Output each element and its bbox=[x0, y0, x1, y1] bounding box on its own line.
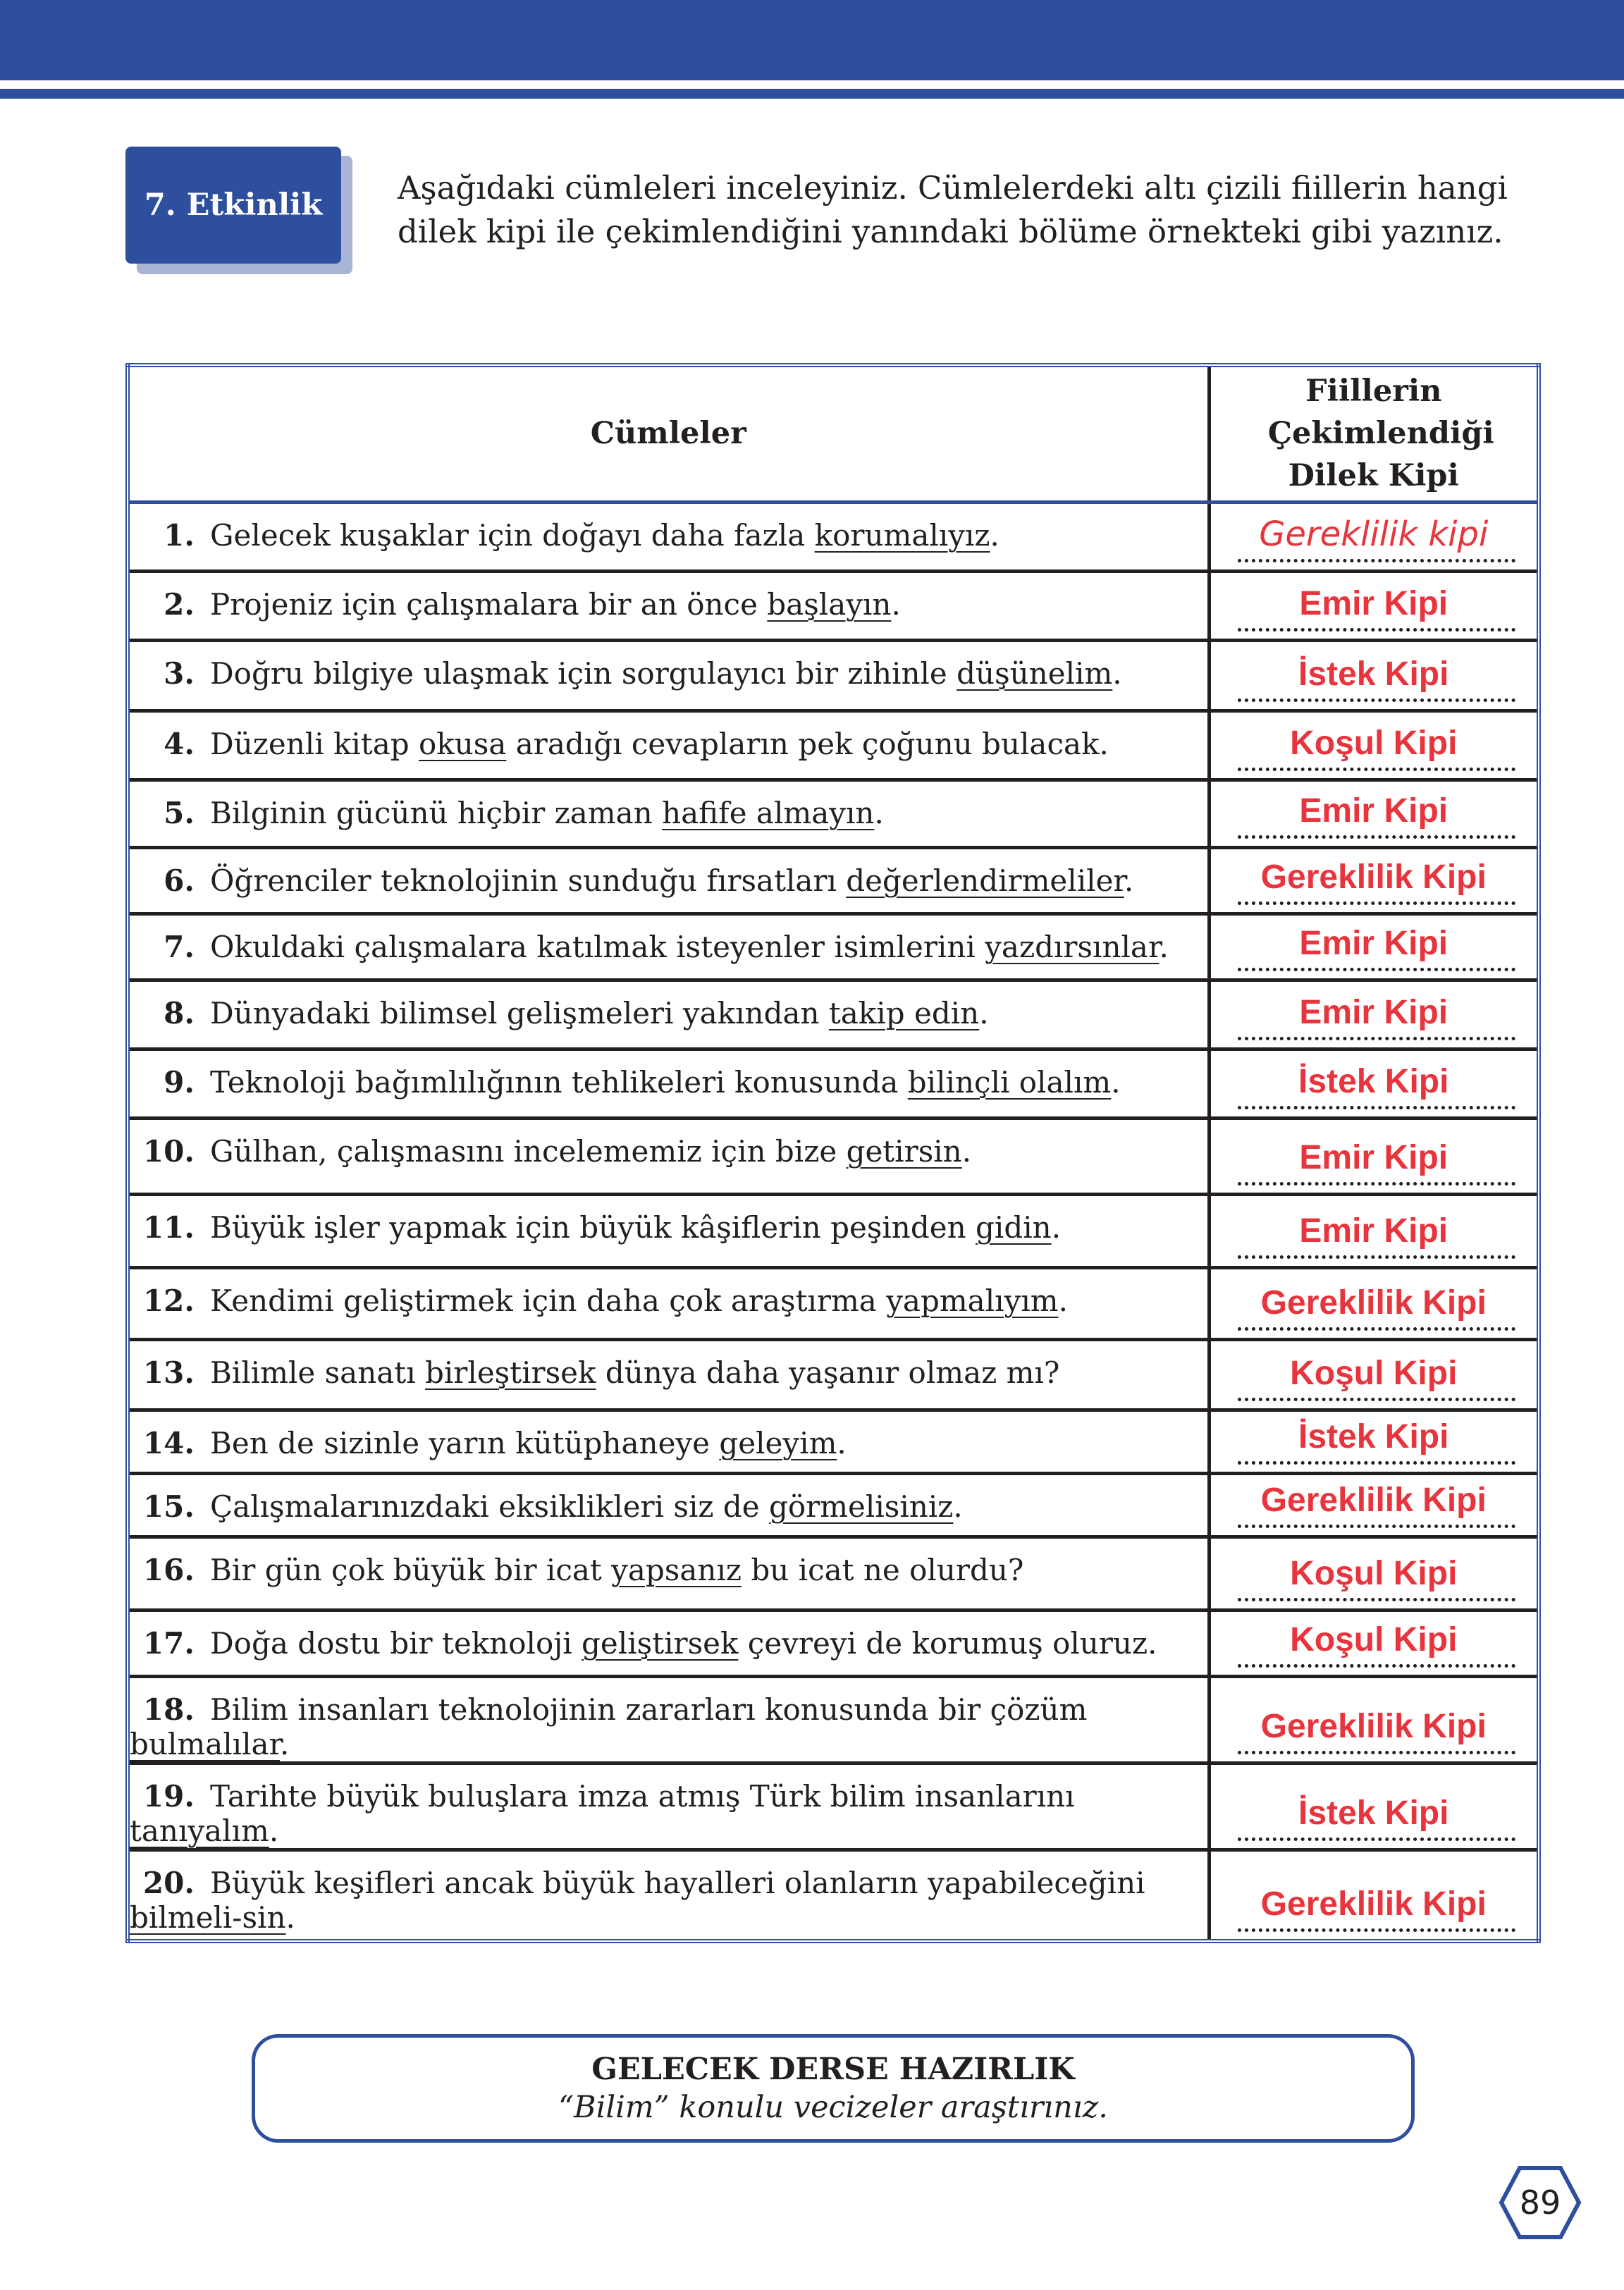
sentence-pre: Çalışmalarınızdaki eksiklikleri siz de bbox=[210, 1489, 769, 1524]
table-row bbox=[128, 1410, 1539, 1473]
row-number: 3. bbox=[164, 655, 195, 691]
dotted-line bbox=[1238, 628, 1516, 632]
sentence-text bbox=[210, 1283, 1068, 1318]
answer-cell bbox=[1209, 1339, 1539, 1410]
row-number: 1. bbox=[164, 517, 195, 553]
table-row bbox=[128, 1763, 1539, 1849]
sentence-text bbox=[210, 727, 1109, 761]
sentence-text bbox=[210, 1210, 1061, 1245]
answer-cell bbox=[1209, 1049, 1539, 1118]
exercise-table bbox=[125, 363, 1541, 1943]
table-row bbox=[128, 1118, 1539, 1194]
sentence-text bbox=[130, 1866, 1145, 1935]
mood-answer: Koşul Kipi bbox=[1290, 1554, 1458, 1592]
answer-cell bbox=[1209, 502, 1539, 571]
sentence-pre: Kendimi geliştirmek için daha çok araştırma bbox=[210, 1283, 887, 1318]
answer-cell bbox=[1209, 1610, 1539, 1676]
answer-cell bbox=[1209, 571, 1539, 640]
sentence-pre: Büyük keşifleri ancak büyük hayalleri olanların yapabileceğini bbox=[210, 1865, 1145, 1900]
answer-cell bbox=[1209, 1194, 1539, 1267]
sentence-pre: Gelecek kuşaklar için doğayı daha fazla bbox=[210, 517, 815, 553]
sentence-cell bbox=[128, 1537, 1209, 1610]
sentence-text bbox=[210, 518, 999, 553]
table-body bbox=[128, 502, 1539, 1941]
sentence-text bbox=[210, 587, 901, 622]
mood-answer: Emir Kipi bbox=[1299, 924, 1448, 962]
underlined-verb: başlayın bbox=[767, 586, 892, 622]
answer-cell bbox=[1209, 780, 1539, 847]
sentence-post: . bbox=[961, 1133, 972, 1169]
sentence-post: . bbox=[1111, 1064, 1121, 1100]
table-row bbox=[128, 847, 1539, 913]
mood-answer: İstek Kipi bbox=[1298, 1417, 1449, 1455]
next-lesson-box bbox=[252, 2034, 1415, 2143]
sentence-cell bbox=[128, 502, 1209, 571]
sentence-cell bbox=[128, 1339, 1209, 1410]
mood-answer: Koşul Kipi bbox=[1290, 1354, 1458, 1392]
mood-answer: Emir Kipi bbox=[1299, 1138, 1448, 1176]
sentence-post: . bbox=[1058, 1283, 1068, 1318]
mood-answer: Gereklilik Kipi bbox=[1260, 858, 1487, 896]
sentence-pre: Büyük işler yapmak için büyük kâşiflerin peşinden bbox=[210, 1209, 976, 1245]
answer-cell bbox=[1209, 913, 1539, 980]
mood-answer: Gereklilik Kipi bbox=[1260, 1885, 1487, 1923]
sentence-pre: Bilginin gücünü hiçbir zaman bbox=[210, 795, 663, 830]
row-number: 6. bbox=[164, 863, 195, 898]
table-row bbox=[128, 571, 1539, 640]
sentence-cell bbox=[128, 1049, 1209, 1118]
row-number: 14. bbox=[142, 1425, 195, 1460]
sentence-pre: Teknoloji bağımlılığının tehlikeleri konusunda bbox=[210, 1064, 908, 1100]
table-row bbox=[128, 1473, 1539, 1537]
sentence-pre: Doğa dostu bir teknoloji bbox=[210, 1625, 582, 1661]
sentence-cell bbox=[128, 980, 1209, 1049]
dotted-line bbox=[1238, 1751, 1516, 1754]
table-row bbox=[128, 710, 1539, 780]
row-number: 8. bbox=[164, 995, 195, 1030]
sentence-cell bbox=[128, 1676, 1209, 1763]
mood-answer: Gereklilik Kipi bbox=[1260, 1707, 1487, 1745]
sentence-post: . bbox=[269, 1813, 279, 1848]
dotted-line bbox=[1238, 968, 1516, 971]
underlined-verb: yapsanız bbox=[611, 1552, 742, 1587]
underlined-verb: düşünelim bbox=[956, 655, 1113, 691]
underlined-verb: gidin bbox=[976, 1209, 1052, 1245]
table-row bbox=[128, 1267, 1539, 1339]
sentence-cell bbox=[128, 1194, 1209, 1267]
dotted-line bbox=[1238, 901, 1516, 905]
sentence-cell bbox=[128, 1118, 1209, 1194]
table-row bbox=[128, 502, 1539, 571]
sentence-post: . bbox=[874, 795, 884, 830]
dotted-line bbox=[1238, 1398, 1516, 1401]
table-row bbox=[128, 1610, 1539, 1676]
dotted-line bbox=[1238, 1928, 1516, 1932]
header-band bbox=[0, 0, 1624, 80]
sentence-pre: Bir gün çok büyük bir icat bbox=[210, 1552, 612, 1587]
sentence-cell bbox=[128, 1610, 1209, 1676]
sentence-text bbox=[130, 1692, 1087, 1761]
answer-cell bbox=[1209, 1473, 1539, 1537]
page-number-badge bbox=[1499, 2165, 1582, 2240]
sentence-text bbox=[210, 1553, 1023, 1587]
sentence-cell bbox=[128, 1267, 1209, 1339]
sentence-text bbox=[210, 1065, 1121, 1100]
dotted-line bbox=[1238, 1255, 1516, 1259]
mood-answer: Emir Kipi bbox=[1299, 792, 1448, 830]
sentence-post: çevreyi de korumuş oluruz. bbox=[738, 1625, 1157, 1661]
next-lesson-title: GELECEK DERSE HAZIRLIK bbox=[591, 2052, 1075, 2087]
table-row bbox=[128, 980, 1539, 1049]
row-number: 18. bbox=[142, 1692, 195, 1727]
sentence-pre: Okuldaki çalışmalara katılmak isteyenler isimlerini bbox=[210, 929, 985, 964]
sentence-pre: Bilimle sanatı bbox=[210, 1355, 425, 1390]
answer-cell bbox=[1209, 640, 1539, 710]
underlined-verb: görmelisiniz bbox=[768, 1489, 954, 1524]
sentence-pre: Bilim insanları teknolojinin zararları konusunda bir çözüm bbox=[210, 1692, 1088, 1727]
sentence-post: . bbox=[1124, 863, 1134, 898]
sentence-text bbox=[210, 1626, 1157, 1661]
sentence-pre: Düzenli kitap bbox=[210, 726, 419, 761]
sentence-cell bbox=[128, 847, 1209, 913]
answer-cell bbox=[1209, 1849, 1539, 1941]
dotted-line bbox=[1238, 1106, 1516, 1109]
row-number: 9. bbox=[164, 1064, 195, 1100]
sentence-text bbox=[130, 1779, 1075, 1848]
underlined-verb: geleyim bbox=[719, 1425, 837, 1460]
answer-cell bbox=[1209, 1410, 1539, 1473]
sentence-pre: Projeniz için çalışmalara bir an önce bbox=[210, 586, 768, 622]
sentence-post: . bbox=[837, 1425, 847, 1460]
sentence-text bbox=[210, 996, 989, 1030]
row-number: 10. bbox=[142, 1133, 195, 1169]
underlined-verb: değerlendirmeliler bbox=[846, 863, 1124, 898]
answer-cell bbox=[1209, 980, 1539, 1049]
sentence-pre: Öğrenciler teknolojinin sunduğu fırsatları bbox=[210, 863, 847, 898]
table-row bbox=[128, 780, 1539, 847]
sentence-post: . bbox=[1159, 929, 1169, 964]
sentence-pre: Dünyadaki bilimsel gelişmeleri yakından bbox=[210, 995, 829, 1030]
underlined-verb: korumalıyız bbox=[814, 517, 990, 553]
sentence-cell bbox=[128, 913, 1209, 980]
dotted-line bbox=[1238, 768, 1516, 771]
header-sentences: Cümleler bbox=[128, 365, 1209, 502]
sentence-post: . bbox=[979, 995, 989, 1030]
row-number: 2. bbox=[164, 586, 195, 622]
sentence-post: . bbox=[891, 586, 901, 622]
underlined-verb: geliştirsek bbox=[582, 1625, 739, 1661]
underlined-verb: bilinçli olalım bbox=[907, 1064, 1112, 1100]
mood-answer: Gereklilik kipi bbox=[1259, 514, 1489, 554]
mood-answer: Emir Kipi bbox=[1299, 993, 1448, 1031]
answer-cell bbox=[1209, 1118, 1539, 1194]
sentence-pre: Doğru bilgiye ulaşmak için sorgulayıcı bir zihinle bbox=[210, 655, 957, 691]
next-lesson-task: “Bilim” konulu vecizeler araştırınız. bbox=[558, 2090, 1108, 2125]
underlined-verb: bilmeli-sin bbox=[130, 1900, 286, 1935]
sentence-cell bbox=[128, 710, 1209, 780]
dotted-line bbox=[1238, 1598, 1516, 1601]
activity-badge: 7. Etkinlik bbox=[125, 147, 341, 264]
dotted-line bbox=[1238, 1461, 1516, 1465]
mood-answer: Gereklilik Kipi bbox=[1260, 1283, 1487, 1322]
header-rule bbox=[0, 89, 1624, 99]
table-row bbox=[128, 1676, 1539, 1763]
mood-answer: Koşul Kipi bbox=[1290, 724, 1458, 762]
row-number: 19. bbox=[142, 1778, 195, 1814]
sentence-post: bu icat ne olurdu? bbox=[742, 1552, 1024, 1587]
mood-answer: İstek Kipi bbox=[1298, 1062, 1449, 1100]
table-row bbox=[128, 1849, 1539, 1941]
sentence-cell bbox=[128, 1763, 1209, 1849]
underlined-verb: bulmalılar bbox=[130, 1726, 281, 1761]
row-number: 4. bbox=[164, 726, 195, 761]
sentence-post: . bbox=[990, 517, 999, 553]
table-row bbox=[128, 640, 1539, 710]
mood-answer: Emir Kipi bbox=[1299, 1212, 1448, 1250]
answer-cell bbox=[1209, 710, 1539, 780]
sentence-text bbox=[210, 656, 1122, 691]
dotted-line bbox=[1238, 1182, 1516, 1186]
dotted-line bbox=[1238, 835, 1516, 839]
dotted-line bbox=[1238, 1327, 1516, 1331]
table-row bbox=[128, 913, 1539, 980]
sentence-cell bbox=[128, 1410, 1209, 1473]
sentence-text bbox=[210, 1489, 963, 1524]
dotted-line bbox=[1238, 1037, 1516, 1040]
answer-cell bbox=[1209, 1763, 1539, 1849]
row-number: 7. bbox=[164, 929, 195, 964]
underlined-verb: birleştirsek bbox=[424, 1355, 596, 1390]
row-number: 17. bbox=[142, 1625, 195, 1661]
answer-cell bbox=[1209, 847, 1539, 913]
dotted-line bbox=[1238, 1837, 1516, 1841]
activity-instruction: Aşağıdaki cümleleri inceleyiniz. Cümlelerdeki altı çizili fiillerin hangi dilek kipi ile çekimlendiğini yanındaki bölüme örnekteki gibi yazınız. bbox=[398, 169, 1508, 250]
sentence-text bbox=[210, 1426, 847, 1460]
sentence-post: . bbox=[953, 1489, 963, 1524]
sentence-pre: Gülhan, çalışmasını incelememiz için bize bbox=[210, 1133, 847, 1169]
answer-cell bbox=[1209, 1267, 1539, 1339]
sentence-pre: Tarihte büyük buluşlara imza atmış Türk bilim insanlarını bbox=[210, 1778, 1075, 1814]
sentence-post: . bbox=[285, 1900, 295, 1935]
mood-answer: İstek Kipi bbox=[1298, 655, 1449, 693]
underlined-verb: hafife almayın bbox=[662, 795, 875, 830]
page-number: 89 bbox=[1519, 2184, 1561, 2222]
underlined-verb: okusa bbox=[419, 726, 507, 761]
row-number: 16. bbox=[142, 1552, 195, 1587]
mood-answer: Emir Kipi bbox=[1299, 584, 1448, 622]
underlined-verb: takip edin bbox=[828, 995, 980, 1030]
sentence-text bbox=[210, 863, 1133, 898]
row-number: 12. bbox=[142, 1283, 195, 1318]
sentence-text bbox=[210, 796, 884, 830]
mood-answer: Koşul Kipi bbox=[1290, 1620, 1458, 1658]
row-number: 13. bbox=[142, 1355, 195, 1390]
dotted-line bbox=[1238, 1664, 1516, 1668]
sentence-cell bbox=[128, 1473, 1209, 1537]
dotted-line bbox=[1238, 559, 1516, 562]
sentence-cell bbox=[128, 571, 1209, 640]
row-number: 5. bbox=[164, 795, 195, 830]
table-row bbox=[128, 1537, 1539, 1610]
dotted-line bbox=[1238, 698, 1516, 702]
table-row bbox=[128, 1194, 1539, 1267]
row-number: 20. bbox=[142, 1865, 195, 1900]
header-mood-label: Fiillerin Çekimlendiği Dilek Kipi bbox=[1267, 374, 1494, 494]
mood-answer: İstek Kipi bbox=[1298, 1794, 1449, 1832]
sentence-text bbox=[210, 1355, 1059, 1390]
sentence-cell bbox=[128, 640, 1209, 710]
mood-answer: Gereklilik Kipi bbox=[1260, 1481, 1487, 1519]
sentence-post: . bbox=[1112, 655, 1122, 691]
sentence-text bbox=[210, 1134, 971, 1169]
underlined-verb: getirsin bbox=[846, 1133, 962, 1169]
answer-cell bbox=[1209, 1676, 1539, 1763]
sentence-post: . bbox=[280, 1726, 290, 1761]
sentence-post: dünya daha yaşanır olmaz mı? bbox=[596, 1355, 1060, 1390]
row-number: 11. bbox=[142, 1209, 195, 1245]
table-row bbox=[128, 1339, 1539, 1410]
table-row bbox=[128, 1049, 1539, 1118]
sentence-pre: Ben de sizinle yarın kütüphaneye bbox=[210, 1425, 720, 1460]
sentence-cell bbox=[128, 1849, 1209, 1941]
underlined-verb: yapmalıyım bbox=[886, 1283, 1059, 1318]
underlined-verb: yazdırsınlar bbox=[985, 929, 1159, 964]
sentence-post: aradığı cevapların pek çoğunu bulacak. bbox=[506, 726, 1109, 761]
sentence-text bbox=[210, 930, 1169, 964]
dotted-line bbox=[1238, 1525, 1516, 1528]
header-mood bbox=[1209, 365, 1539, 502]
underlined-verb: tanıyalım bbox=[130, 1813, 269, 1848]
sentence-cell bbox=[128, 780, 1209, 847]
sentence-post: . bbox=[1051, 1209, 1062, 1245]
answer-cell bbox=[1209, 1537, 1539, 1610]
row-number: 15. bbox=[142, 1489, 195, 1524]
